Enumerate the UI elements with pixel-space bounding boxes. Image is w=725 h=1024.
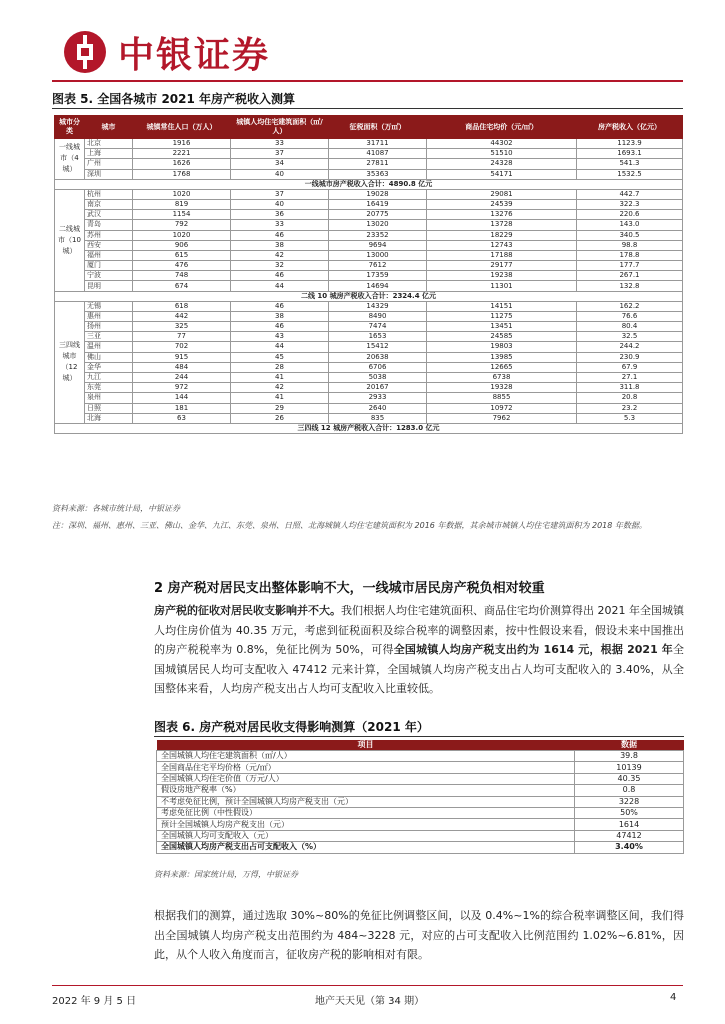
- table-cell: 14151: [427, 301, 577, 311]
- table-cell: 8855: [427, 393, 577, 403]
- group-total: 二线 10 城房产税收入合计：2324.4 亿元: [55, 291, 683, 301]
- group-total: 一线城市房产税收入合计：4890.8 亿元: [55, 179, 683, 189]
- city-group-label: 三四线城市（12城）: [55, 301, 85, 423]
- city-name: 东莞: [85, 383, 133, 393]
- table-cell: 915: [133, 352, 231, 362]
- table-row: [55, 413, 683, 423]
- city-name: 扬州: [85, 322, 133, 332]
- table-cell: 674: [133, 281, 231, 291]
- city-name: 北京: [85, 139, 133, 149]
- table-row: [55, 169, 683, 179]
- value-cell: 40.35: [575, 773, 684, 784]
- table-cell: 972: [133, 383, 231, 393]
- city-name: 上海: [85, 149, 133, 159]
- table-row: [55, 362, 683, 372]
- group-total: 三四线 12 城房产税收入合计：1283.0 亿元: [55, 423, 683, 433]
- table-cell: 5.3: [577, 413, 683, 423]
- para1-text-a: 我们根据人均住宅建筑面积、商品住宅均价测算得出 2021 年全国城镇人均住房价值为 40.35 万元，考虑到征税面积及综合税率的调整因素，按中性假设来看，假设未来中国推出的房产税税率为 0.8%，免征比例为 50%，可得: [154, 604, 684, 656]
- table-cell: 702: [133, 342, 231, 352]
- table-row: [55, 403, 683, 413]
- table-cell: 1532.5: [577, 169, 683, 179]
- value-cell: 3.40%: [575, 842, 684, 853]
- value-cell: 47412: [575, 830, 684, 841]
- table-row: [157, 773, 684, 784]
- city-name: 武汉: [85, 210, 133, 220]
- table-row: [55, 250, 683, 260]
- table-cell: 14329: [329, 301, 427, 311]
- figure6-title: 图表 6. 房产税对居民收支得影响测算（2021 年）: [154, 720, 429, 734]
- table-row: [157, 842, 684, 853]
- table-cell: 2640: [329, 403, 427, 413]
- table-cell: 20775: [329, 210, 427, 220]
- table-cell: 27811: [329, 159, 427, 169]
- table-row: [157, 796, 684, 807]
- table-cell: 10972: [427, 403, 577, 413]
- table-row: [157, 751, 684, 762]
- table-cell: 748: [133, 271, 231, 281]
- table-cell: 46: [231, 271, 329, 281]
- page-number: 4: [670, 992, 677, 1003]
- city-name: 厦门: [85, 261, 133, 271]
- value-cell: 10139: [575, 762, 684, 773]
- city-name: 金华: [85, 362, 133, 372]
- table-cell: 18229: [427, 230, 577, 240]
- table-cell: 20167: [329, 383, 427, 393]
- table-cell: 41: [231, 372, 329, 382]
- table-cell: 19238: [427, 271, 577, 281]
- city-name: 福州: [85, 250, 133, 260]
- table-cell: 5038: [329, 372, 427, 382]
- table-cell: 20.8: [577, 393, 683, 403]
- table-cell: 442.7: [577, 189, 683, 199]
- item-cell: 全国城镇人均住宅建筑面积（㎡/人）: [157, 751, 575, 762]
- table-row: [157, 807, 684, 818]
- figure6-col-value: 数据: [575, 740, 684, 751]
- table-cell: 13985: [427, 352, 577, 362]
- figure6-title-rule: [154, 736, 684, 737]
- table-cell: 819: [133, 199, 231, 209]
- table-cell: 33: [231, 220, 329, 230]
- table-cell: 11275: [427, 311, 577, 321]
- table-cell: 80.4: [577, 322, 683, 332]
- figure5-table: [54, 115, 683, 434]
- figure5-note: 注：深圳、福州、惠州、三亚、佛山、金华、九江、东莞、泉州、日照、北海城镇人均住宅建筑面积为 2016 年数据，其余城市城镇人均住宅建筑面积为 2018 年数据。: [52, 521, 647, 530]
- table-cell: 12743: [427, 240, 577, 250]
- table-cell: 325: [133, 322, 231, 332]
- table-row: [55, 372, 683, 382]
- table-cell: 98.8: [577, 240, 683, 250]
- table-cell: 177.7: [577, 261, 683, 271]
- table-cell: 36: [231, 210, 329, 220]
- item-cell: 假设房地产税率（%）: [157, 785, 575, 796]
- table-cell: 31711: [329, 139, 427, 149]
- table-cell: 54171: [427, 169, 577, 179]
- table-cell: 28: [231, 362, 329, 372]
- table-cell: 7474: [329, 322, 427, 332]
- table-cell: 340.5: [577, 230, 683, 240]
- item-cell: 全国城镇人均住宅价值（万元/人）: [157, 773, 575, 784]
- city-name: 广州: [85, 159, 133, 169]
- table-cell: 267.1: [577, 271, 683, 281]
- table-row: [157, 762, 684, 773]
- table-cell: 42: [231, 383, 329, 393]
- city-name: 佛山: [85, 352, 133, 362]
- table-row: [157, 785, 684, 796]
- city-name: 温州: [85, 342, 133, 352]
- table-row: [55, 311, 683, 321]
- table-cell: 181: [133, 403, 231, 413]
- table-cell: 40: [231, 169, 329, 179]
- table-cell: 17359: [329, 271, 427, 281]
- table-cell: 1123.9: [577, 139, 683, 149]
- table-row: [55, 220, 683, 230]
- city-name: 青岛: [85, 220, 133, 230]
- table-row: [55, 199, 683, 209]
- table-row: [55, 342, 683, 352]
- table-cell: 1154: [133, 210, 231, 220]
- table-cell: 244.2: [577, 342, 683, 352]
- table-row: [55, 139, 683, 149]
- table-cell: 1768: [133, 169, 231, 179]
- para1-bold: 全国城镇人均房产税支出约为 1614 元，根据 2021 年: [393, 643, 673, 656]
- table-cell: 311.8: [577, 383, 683, 393]
- boc-logo-icon: [64, 31, 106, 73]
- city-name: 宁波: [85, 271, 133, 281]
- table-cell: 38: [231, 240, 329, 250]
- city-name: 无锡: [85, 301, 133, 311]
- footer-publication: 地产天天见（第 34 期）: [315, 996, 425, 1007]
- city-name: 深圳: [85, 169, 133, 179]
- table-row: [55, 271, 683, 281]
- table-cell: 6738: [427, 372, 577, 382]
- table-cell: 7962: [427, 413, 577, 423]
- item-cell: 全国城镇人均可支配收入（元）: [157, 830, 575, 841]
- brand-name: 中银证券: [118, 34, 271, 76]
- table-cell: 23352: [329, 230, 427, 240]
- table-cell: 46: [231, 230, 329, 240]
- table-cell: 13451: [427, 322, 577, 332]
- table-cell: 43: [231, 332, 329, 342]
- table-cell: 77: [133, 332, 231, 342]
- table-cell: 220.6: [577, 210, 683, 220]
- figure5-col-0: 城市分类: [55, 116, 85, 139]
- figure6-header-row: [157, 740, 684, 751]
- table-cell: 13020: [329, 220, 427, 230]
- table-cell: 1626: [133, 159, 231, 169]
- table-cell: 541.3: [577, 159, 683, 169]
- section-paragraph-1: [154, 601, 684, 699]
- table-cell: 26: [231, 413, 329, 423]
- city-name: 九江: [85, 372, 133, 382]
- table-cell: 7612: [329, 261, 427, 271]
- table-cell: 67.9: [577, 362, 683, 372]
- item-cell: 全国商品住宅平均价格（元/㎡）: [157, 762, 575, 773]
- value-cell: 39.8: [575, 751, 684, 762]
- table-cell: 615: [133, 250, 231, 260]
- table-cell: 63: [133, 413, 231, 423]
- city-name: 昆明: [85, 281, 133, 291]
- value-cell: 0.8: [575, 785, 684, 796]
- figure5-col-2: 城镇常住人口（万人）: [133, 116, 231, 139]
- item-cell: 不考虑免征比例，预计全国城镇人均房产税支出（元）: [157, 796, 575, 807]
- table-cell: 46: [231, 322, 329, 332]
- value-cell: 50%: [575, 807, 684, 818]
- table-cell: 37: [231, 149, 329, 159]
- figure5-header-row: [55, 116, 683, 139]
- table-cell: 11301: [427, 281, 577, 291]
- table-cell: 792: [133, 220, 231, 230]
- table-cell: 1653: [329, 332, 427, 342]
- table-cell: 44302: [427, 139, 577, 149]
- table-cell: 20638: [329, 352, 427, 362]
- table-cell: 76.6: [577, 311, 683, 321]
- item-cell: 考虑免征比例（中性假设）: [157, 807, 575, 818]
- table-cell: 144: [133, 393, 231, 403]
- table-row: [55, 393, 683, 403]
- header-divider: [52, 80, 683, 82]
- value-cell: 3228: [575, 796, 684, 807]
- city-name: 北海: [85, 413, 133, 423]
- table-cell: 322.3: [577, 199, 683, 209]
- figure5-title-rule: [52, 108, 683, 109]
- figure5-source: 资料来源：各城市统计局，中银证券: [52, 504, 180, 513]
- group-total-row: [55, 423, 683, 433]
- table-cell: 40: [231, 199, 329, 209]
- table-cell: 143.0: [577, 220, 683, 230]
- table-row: [55, 261, 683, 271]
- city-name: 三亚: [85, 332, 133, 342]
- table-cell: 442: [133, 311, 231, 321]
- table-row: [55, 230, 683, 240]
- group-total-row: [55, 179, 683, 189]
- figure5-col-6: 房产税收入（亿元）: [577, 116, 683, 139]
- table-cell: 484: [133, 362, 231, 372]
- table-cell: 23.2: [577, 403, 683, 413]
- table-cell: 35363: [329, 169, 427, 179]
- figure6-source: 资料来源：国家统计局，万得，中银证券: [154, 870, 298, 879]
- table-cell: 29177: [427, 261, 577, 271]
- section-paragraph-2: 根据我们的测算，通过选取 30%~80%的免征比例调整区间，以及 0.4%~1%的综合税率调整区间，我们得出全国城镇人均房产税支出范围约为 484~3228 元，对应的占可支配收入比例范围约 1.02%~6.81%，因此，从个人收入角度而言，征收房产税的影响相对有限。: [154, 909, 684, 961]
- city-name: 杭州: [85, 189, 133, 199]
- figure5-col-3: 城镇人均住宅建筑面积（㎡/人）: [231, 116, 329, 139]
- table-cell: 6706: [329, 362, 427, 372]
- table-cell: 13000: [329, 250, 427, 260]
- table-cell: 13728: [427, 220, 577, 230]
- table-cell: 46: [231, 301, 329, 311]
- table-cell: 38: [231, 311, 329, 321]
- table-cell: 44: [231, 281, 329, 291]
- section-title: 2 房产税对居民支出整体影响不大，一线城市居民房产税负相对较重: [154, 581, 545, 596]
- figure5-col-5: 商品住宅均价（元/㎡）: [427, 116, 577, 139]
- table-cell: 45: [231, 352, 329, 362]
- table-row: [55, 159, 683, 169]
- table-cell: 32.5: [577, 332, 683, 342]
- table-cell: 33: [231, 139, 329, 149]
- table-cell: 132.8: [577, 281, 683, 291]
- table-row: [55, 383, 683, 393]
- city-name: 日照: [85, 403, 133, 413]
- table-row: [157, 819, 684, 830]
- table-row: [55, 189, 683, 199]
- table-cell: 230.9: [577, 352, 683, 362]
- table-row: [55, 301, 683, 311]
- value-cell: 1614: [575, 819, 684, 830]
- para1-lead: 房产税的征收对居民收支影响并不大。: [154, 604, 341, 617]
- table-cell: 9694: [329, 240, 427, 250]
- item-cell: 全国城镇人均房产税支出占可支配收入（%）: [157, 842, 575, 853]
- table-cell: 618: [133, 301, 231, 311]
- table-row: [55, 352, 683, 362]
- footer-date: 2022 年 9 月 5 日: [52, 996, 137, 1007]
- table-row: [55, 281, 683, 291]
- table-cell: 1020: [133, 230, 231, 240]
- table-cell: 19028: [329, 189, 427, 199]
- table-cell: 2221: [133, 149, 231, 159]
- table-cell: 42: [231, 250, 329, 260]
- table-cell: 19328: [427, 383, 577, 393]
- table-cell: 17188: [427, 250, 577, 260]
- table-cell: 29: [231, 403, 329, 413]
- city-name: 苏州: [85, 230, 133, 240]
- table-cell: 2933: [329, 393, 427, 403]
- table-cell: 32: [231, 261, 329, 271]
- table-cell: 41: [231, 393, 329, 403]
- city-name: 西安: [85, 240, 133, 250]
- table-cell: 14694: [329, 281, 427, 291]
- figure5-col-1: 城市: [85, 116, 133, 139]
- table-cell: 13276: [427, 210, 577, 220]
- table-cell: 162.2: [577, 301, 683, 311]
- table-row: [55, 210, 683, 220]
- figure6-table: [156, 740, 684, 854]
- table-cell: 15412: [329, 342, 427, 352]
- figure5-title: 图表 5. 全国各城市 2021 年房产税收入测算: [52, 92, 296, 106]
- city-group-label: 二线城市（10城）: [55, 189, 85, 291]
- table-row: [55, 240, 683, 250]
- table-cell: 244: [133, 372, 231, 382]
- city-group-label: 一线城市（4城）: [55, 139, 85, 180]
- footer-divider: [52, 985, 683, 986]
- table-cell: 24328: [427, 159, 577, 169]
- table-cell: 37: [231, 189, 329, 199]
- table-cell: 1916: [133, 139, 231, 149]
- table-cell: 16419: [329, 199, 427, 209]
- table-row: [157, 830, 684, 841]
- table-cell: 835: [329, 413, 427, 423]
- group-total-row: [55, 291, 683, 301]
- para1-text-b: 全国城镇居民人均可支配收入 47412 元来计算，全国城镇人均房产税支出占人均可支配收入的 3.40%，从全国整体来看，人均房产税支出占人均可支配收入比重较低。: [154, 643, 684, 695]
- table-row: [55, 332, 683, 342]
- table-cell: 24585: [427, 332, 577, 342]
- table-cell: 476: [133, 261, 231, 271]
- table-cell: 44: [231, 342, 329, 352]
- table-cell: 12665: [427, 362, 577, 372]
- table-cell: 19803: [427, 342, 577, 352]
- table-cell: 1693.1: [577, 149, 683, 159]
- figure5-col-4: 征税面积（万㎡）: [329, 116, 427, 139]
- table-cell: 8490: [329, 311, 427, 321]
- table-cell: 41087: [329, 149, 427, 159]
- item-cell: 预计全国城镇人均房产税支出（元）: [157, 819, 575, 830]
- table-cell: 29081: [427, 189, 577, 199]
- city-name: 南京: [85, 199, 133, 209]
- report-header: [64, 24, 270, 80]
- city-name: 泉州: [85, 393, 133, 403]
- table-cell: 178.8: [577, 250, 683, 260]
- table-cell: 1020: [133, 189, 231, 199]
- table-cell: 34: [231, 159, 329, 169]
- table-cell: 51510: [427, 149, 577, 159]
- city-name: 惠州: [85, 311, 133, 321]
- figure6-col-item: 项目: [157, 740, 575, 751]
- table-row: [55, 149, 683, 159]
- table-cell: 906: [133, 240, 231, 250]
- table-cell: 24539: [427, 199, 577, 209]
- table-cell: 27.1: [577, 372, 683, 382]
- table-row: [55, 322, 683, 332]
